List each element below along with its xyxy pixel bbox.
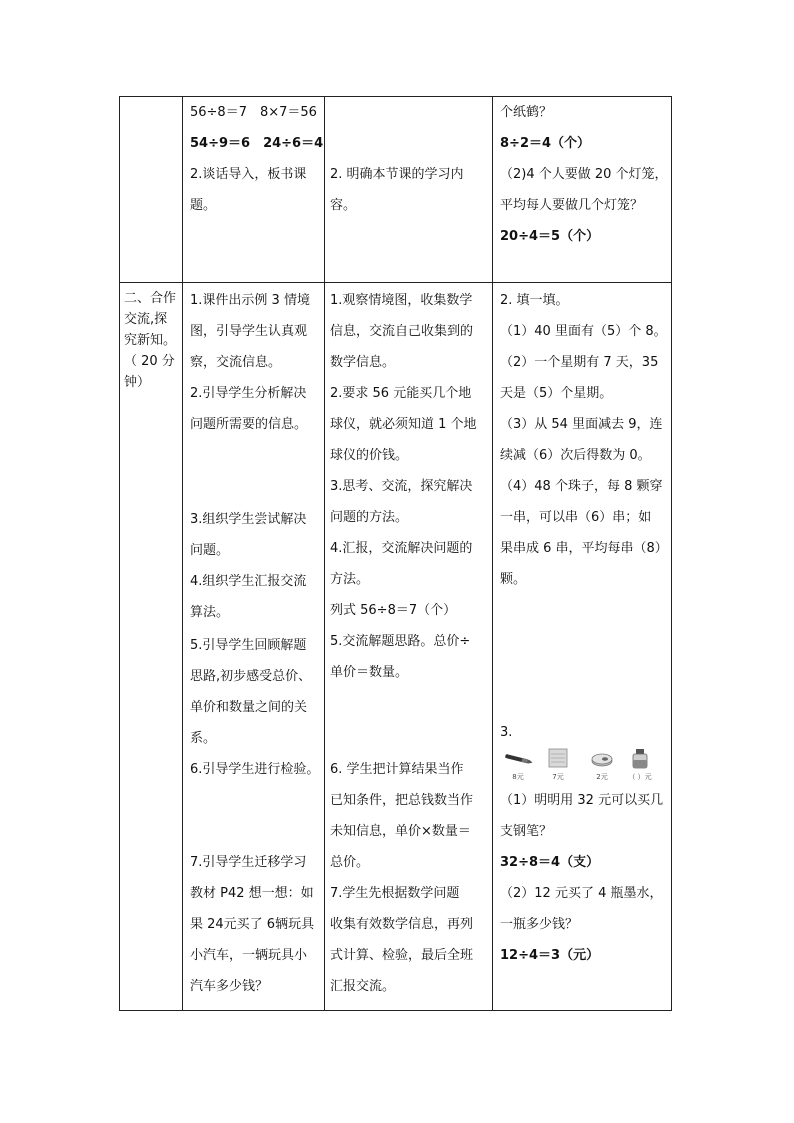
text-line: 6. 学生把计算结果当作 <box>330 762 464 777</box>
price-label: 2元 <box>596 773 608 781</box>
exercise-block-1 <box>500 285 668 595</box>
text-line: 平均每人要做几个灯笼？ <box>500 198 644 213</box>
row-divider <box>120 282 671 283</box>
row1-student-activity <box>330 159 464 221</box>
text-line: 题。 <box>190 198 217 213</box>
text-line: 列式 56÷8＝7（个） <box>330 603 457 618</box>
exercise-3-label <box>500 717 512 748</box>
notebook-icon <box>542 747 574 771</box>
column-divider <box>492 97 493 1010</box>
text-line: 2.谈话导入，板书课 <box>190 167 307 182</box>
text-line: 单价＝数量。 <box>330 665 409 680</box>
text-line: 式计算、检验，最后全班 <box>330 948 474 963</box>
text-line: （2）12 元买了 4 瓶墨水， <box>500 886 663 901</box>
pencil-sharpener-icon <box>586 747 618 771</box>
text-line: 5.引导学生回顾解题 <box>190 638 307 653</box>
text-line: 图，引导学生认真观 <box>190 324 308 339</box>
text-line: 问题。 <box>190 543 230 558</box>
text-line: 数学信息。 <box>330 355 396 370</box>
text-line: 二、合作 <box>124 291 177 306</box>
text-line: 教材 P42 想一想：如 <box>190 886 314 901</box>
text-line: 2. 填一填。 <box>500 293 569 308</box>
text-line: （1）明明用 32 元可以买几 <box>500 793 664 808</box>
text-line: （3）从 54 里面减去 9，连 <box>500 417 663 432</box>
text-line: 算法。 <box>190 605 230 620</box>
text-line: 1.课件出示例 3 情境 <box>190 293 310 308</box>
column-divider <box>182 97 183 1010</box>
text-line: 问题的方法。 <box>330 510 409 525</box>
text-line: 察，交流信息。 <box>190 355 282 370</box>
text-line: 方法。 <box>330 572 370 587</box>
text-line: 容。 <box>330 198 357 213</box>
stage-label <box>124 288 182 393</box>
text-line: 钟） <box>124 375 151 390</box>
text-line: 2.要求 56 元能买几个地 <box>330 386 472 401</box>
price-label: 7元 <box>552 773 564 781</box>
text-line: 6.引导学生进行检验。 <box>190 762 320 777</box>
text-line: 汽车多少钱？ <box>190 979 269 994</box>
text-line: 未知信息，单价×数量＝ <box>330 824 471 839</box>
text-line: （2）一个星期有 7 天，35 <box>500 355 659 370</box>
column-divider <box>324 97 325 1010</box>
text-line: 天是（5）个星期。 <box>500 386 613 401</box>
text-line: 3. <box>500 725 513 740</box>
text-line: 思路,初步感受总价、 <box>190 669 312 684</box>
student-activity-block-1 <box>330 285 477 688</box>
text-line: 果串成 6 串，平均每串（8） <box>500 541 668 556</box>
text-line: 总价。 <box>330 855 370 870</box>
text-line: 8÷2＝4（个） <box>500 136 591 151</box>
teacher-activity-block-2 <box>190 504 306 628</box>
text-line: 4.组织学生汇报交流 <box>190 574 307 589</box>
row1-exercises <box>500 97 668 252</box>
text-line: 系。 <box>190 731 217 746</box>
text-line: 果 24元买了 6辆玩具 <box>190 917 315 932</box>
text-line: 已知条件，把总钱数当作 <box>330 793 474 808</box>
text-line: （ 20 分 <box>124 354 175 369</box>
text-line: 颗。 <box>500 572 527 587</box>
text-line: 2.引导学生分析解决 <box>190 386 307 401</box>
exercise-block-2 <box>500 785 663 971</box>
product-price-strip <box>500 747 660 781</box>
text-line: 一串，可以串（6）串；如 <box>500 510 652 525</box>
text-line: 7.引导学生迁移学习 <box>190 855 307 870</box>
price-label: 8元 <box>512 773 524 781</box>
text-line: （2)4 个人要做 20 个灯笼， <box>500 167 668 182</box>
row1-teacher-activity <box>190 97 323 221</box>
text-line: 3.思考、交流，探究解决 <box>330 479 473 494</box>
product-pen <box>502 747 534 781</box>
text-line: 3.组织学生尝试解决 <box>190 512 307 527</box>
text-line: 4.汇报，交流解决问题的 <box>330 541 473 556</box>
text-line: 小汽车，一辆玩具小 <box>190 948 308 963</box>
text-line: 球仪，就必须知道 1 个地 <box>330 417 477 432</box>
text-line: 个纸鹤？ <box>500 105 553 120</box>
text-line: 一瓶多少钱？ <box>500 917 579 932</box>
text-line: 5.交流解题思路。总价÷ <box>330 634 471 649</box>
text-line: 2. 明确本节课的学习内 <box>330 167 464 182</box>
price-label: （ ）元 <box>628 773 652 781</box>
text-line: 1.观察情境图，收集数学 <box>330 293 473 308</box>
pen-icon <box>502 747 534 771</box>
text-line: 支钢笔？ <box>500 824 553 839</box>
text-line: 续减（6）次后得数为 0。 <box>500 448 651 463</box>
student-activity-block-2 <box>330 754 473 1002</box>
text-line: 球仪的价钱。 <box>330 448 409 463</box>
text-line: 信息，交流自己收集到的 <box>330 324 474 339</box>
text-line: 32÷8＝4（支） <box>500 855 600 870</box>
product-ink-bottle <box>624 747 656 781</box>
text-line: 收集有效数学信息，再列 <box>330 917 474 932</box>
text-line: 单价和数量之间的关 <box>190 700 308 715</box>
text-line: （4）48 个珠子，每 8 颗穿 <box>500 479 663 494</box>
ink-bottle-icon <box>624 747 656 771</box>
text-line: 究新知。 <box>124 333 177 348</box>
text-line: （1）40 里面有（5）个 8。 <box>500 324 667 339</box>
text-line: 54÷9＝6 24÷6＝4 <box>190 136 324 151</box>
product-pencil-sharpener <box>586 747 618 781</box>
text-line: 12÷4＝3（元） <box>500 948 600 963</box>
product-notebook <box>542 747 574 781</box>
text-line: 20÷4＝5（个） <box>500 229 600 244</box>
lesson-table <box>119 96 672 1011</box>
teacher-activity-block-3 <box>190 630 319 785</box>
text-line: 汇报交流。 <box>330 979 396 994</box>
text-line: 交流,探 <box>124 312 168 327</box>
teacher-activity-block-4 <box>190 847 314 1002</box>
text-line: 问题所需要的信息。 <box>190 417 308 432</box>
text-line: 7.学生先根据数学问题 <box>330 886 460 901</box>
text-line: 56÷8＝7 8×7＝56 <box>190 105 317 120</box>
teacher-activity-block-1 <box>190 285 310 440</box>
